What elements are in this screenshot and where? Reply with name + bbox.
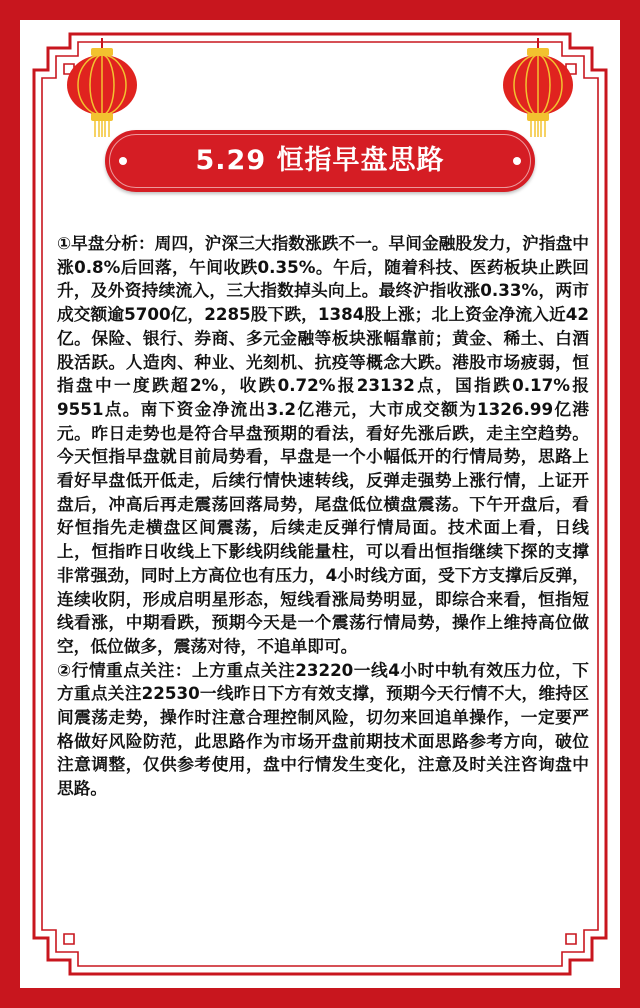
lantern-icon (64, 38, 140, 142)
page-title: 5.29 恒指早盘思路 (195, 145, 445, 176)
title-banner (105, 130, 535, 192)
article-body (57, 232, 589, 801)
paragraph-morning-analysis: ①早盘分析：周四，沪深三大指数涨跌不一。早间金融股发力，沪指盘中涨0.8%后回落，午间收跌0.35%。午后，随着科技、医药板块止跌回升，及外资持续流入，三大指数掉头向上。最终沪指收涨0.33%，两市成交额逾5700亿，2285股下跌，1384股上涨；北上资金净流入近42亿。保险、银行、券商、多元金融等板块涨幅靠前；黄金、稀土、白酒股活跃。人造肉、种业、光刻机、抗疫等概念大跌。港股市场疲弱，恒指盘中一度跌超2%，收跌0.72%报23132点，国指跌0.17%报9551点。南下资金净流出3.2亿港元，大市成交额为1326.99亿港元。昨日走势也是符合早盘预期的看法，看好先涨后跌，走主空趋势。今天恒指早盘就目前局势看，早盘是一个小幅低开的行情局势，思路上看好早盘低开低走，后续行情快速转线，反弹走强势上涨行情，上证开盘后，冲高后再走震荡回落局势，尾盘低位横盘震荡。下午开盘后，看好恒指先走横盘区间震荡，后续走反弹行情局面。技术面上看，日线上，恒指昨日收线上下影线阴线能量柱，可以看出恒指继续下探的支撑非常强劲，同时上方高位也有压力，4小时线方面，受下方支撑后反弹，连续收阴，形成启明星形态，短线看涨局势明显，即综合来看，恒指短线看涨，中期看跌，预期今天是一个震荡行情局势，操作上维持高位做空，低位做多，震荡对待，不追单即可。 (57, 233, 589, 656)
lantern-icon (500, 38, 576, 142)
paragraph-key-levels: ②行情重点关注：上方重点关注23220一线4小时中轨有效压力位，下方重点关注22530一线昨日下方有效支撑，预期今天行情不大，维持区间震荡走势，操作时注意合理控制风险，切勿来回追单操作，一定要严格做好风险防范，此思路作为市场开盘前期技术面思路参考方向，破位注意调整，仅供参考使用，盘中行情发生变化，注意及时关注咨询盘中思路。 (57, 659, 589, 799)
